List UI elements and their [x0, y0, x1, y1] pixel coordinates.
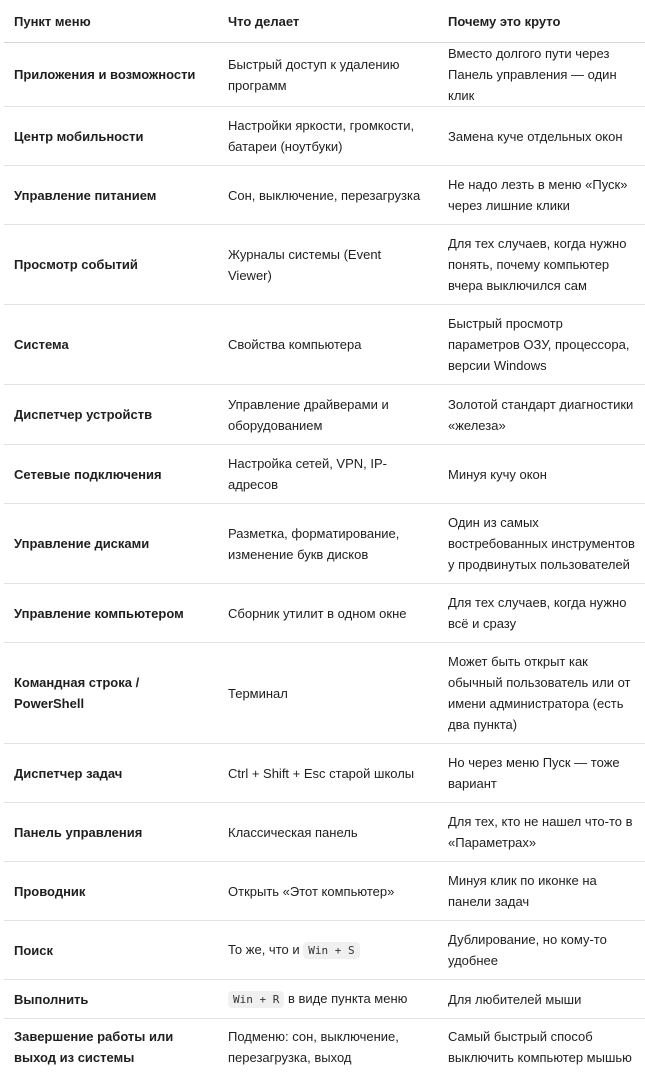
- table-row: [4, 744, 645, 803]
- row-does: Управление драйверами и оборудованием: [218, 385, 438, 445]
- shortcut-code: Win + S: [303, 942, 359, 959]
- row-does: Классическая панель: [218, 803, 438, 862]
- row-item: Приложения и возможности: [4, 43, 218, 107]
- table-row: [4, 43, 645, 107]
- row-why: Дублирование, но кому-то удобнее: [438, 921, 645, 980]
- row-item: Управление дисками: [4, 504, 218, 584]
- table-row: [4, 980, 645, 1019]
- row-does: Журналы системы (Event Viewer): [218, 225, 438, 305]
- row-why: Один из самых востребованных инструментов у продвинутых пользователей: [438, 504, 645, 584]
- header-item: Пункт меню: [4, 0, 218, 43]
- row-why: Вместо долгого пути через Панель управления — один клик: [438, 43, 645, 107]
- row-why: Самый быстрый способ выключить компьютер мышью: [448, 1028, 632, 1065]
- table-row: [4, 1019, 645, 1075]
- table-row: [4, 862, 645, 921]
- row-why: Но через меню Пуск — тоже вариант: [438, 744, 645, 803]
- row-why: Не надо лезть в меню «Пуск» через лишние клики: [438, 166, 645, 225]
- row-does: [218, 921, 438, 980]
- table-row: [4, 445, 645, 504]
- row-why: Для тех, кто не нашел что-то в «Параметрах»: [438, 803, 645, 862]
- does-suffix: в виде пункта меню: [287, 991, 408, 1006]
- row-item: Диспетчер устройств: [4, 385, 218, 445]
- row-item: Панель управления: [4, 803, 218, 862]
- row-why: Может быть открыт как обычный пользователь или от имени администратора (есть два пункта): [438, 643, 645, 744]
- table-row: [4, 921, 645, 980]
- row-does: Настройка сетей, VPN, IP-адресов: [218, 445, 438, 504]
- table-row: [4, 385, 645, 445]
- header-does: Что делает: [218, 0, 438, 43]
- header-why: Почему это круто: [438, 0, 645, 43]
- row-item: Управление питанием: [4, 166, 218, 225]
- row-item: Командная строка / PowerShell: [4, 643, 218, 744]
- row-does: Подменю: сон, выключение, перезагрузка, выход: [228, 1028, 399, 1065]
- row-does: Открыть «Этот компьютер»: [218, 862, 438, 921]
- row-item: Просмотр событий: [4, 225, 218, 305]
- row-item: Система: [4, 305, 218, 385]
- table-row: [4, 803, 645, 862]
- row-does: Ctrl + Shift + Esc старой школы: [218, 744, 438, 803]
- does-prefix: То же, что и: [228, 942, 300, 957]
- table-row: [4, 107, 645, 166]
- row-does: [218, 980, 438, 1019]
- row-item: Проводник: [4, 862, 218, 921]
- table-row: [4, 166, 645, 225]
- row-why: Быстрый просмотр параметров ОЗУ, процессора, версии Windows: [438, 305, 645, 385]
- row-does: Быстрый доступ к удалению программ: [218, 43, 438, 107]
- row-item: Сетевые подключения: [4, 445, 218, 504]
- row-item: Диспетчер задач: [4, 744, 218, 803]
- table-row: [4, 225, 645, 305]
- table-row: [4, 305, 645, 385]
- table-header-row: [4, 0, 645, 43]
- row-does: Сон, выключение, перезагрузка: [218, 166, 438, 225]
- row-why: Для тех случаев, когда нужно всё и сразу: [438, 584, 645, 643]
- row-does: Сборник утилит в одном окне: [218, 584, 438, 643]
- row-why: Минуя кучу окон: [438, 445, 645, 504]
- row-why: Минуя клик по иконке на панели задач: [438, 862, 645, 921]
- row-why: Золотой стандарт диагностики «железа»: [438, 385, 645, 445]
- row-item: Центр мобильности: [4, 107, 218, 166]
- row-item: Поиск: [4, 921, 218, 980]
- row-does: Свойства компьютера: [218, 305, 438, 385]
- table-row: [4, 584, 645, 643]
- shortcuts-table: [4, 0, 645, 1075]
- row-why: Для тех случаев, когда нужно понять, почему компьютер вчера выключился сам: [438, 225, 645, 305]
- table-row: [4, 504, 645, 584]
- row-does: Разметка, форматирование, изменение букв дисков: [218, 504, 438, 584]
- row-item: Управление компьютером: [4, 584, 218, 643]
- row-item: Выполнить: [4, 980, 218, 1019]
- table-row: [4, 643, 645, 744]
- row-why: Для любителей мыши: [438, 980, 645, 1019]
- row-why: Замена куче отдельных окон: [438, 107, 645, 166]
- shortcut-code: Win + R: [228, 991, 284, 1008]
- row-does: Терминал: [218, 643, 438, 744]
- row-item: Завершение работы или выход из системы: [14, 1028, 174, 1065]
- row-does: Настройки яркости, громкости, батареи (ноутбуки): [218, 107, 438, 166]
